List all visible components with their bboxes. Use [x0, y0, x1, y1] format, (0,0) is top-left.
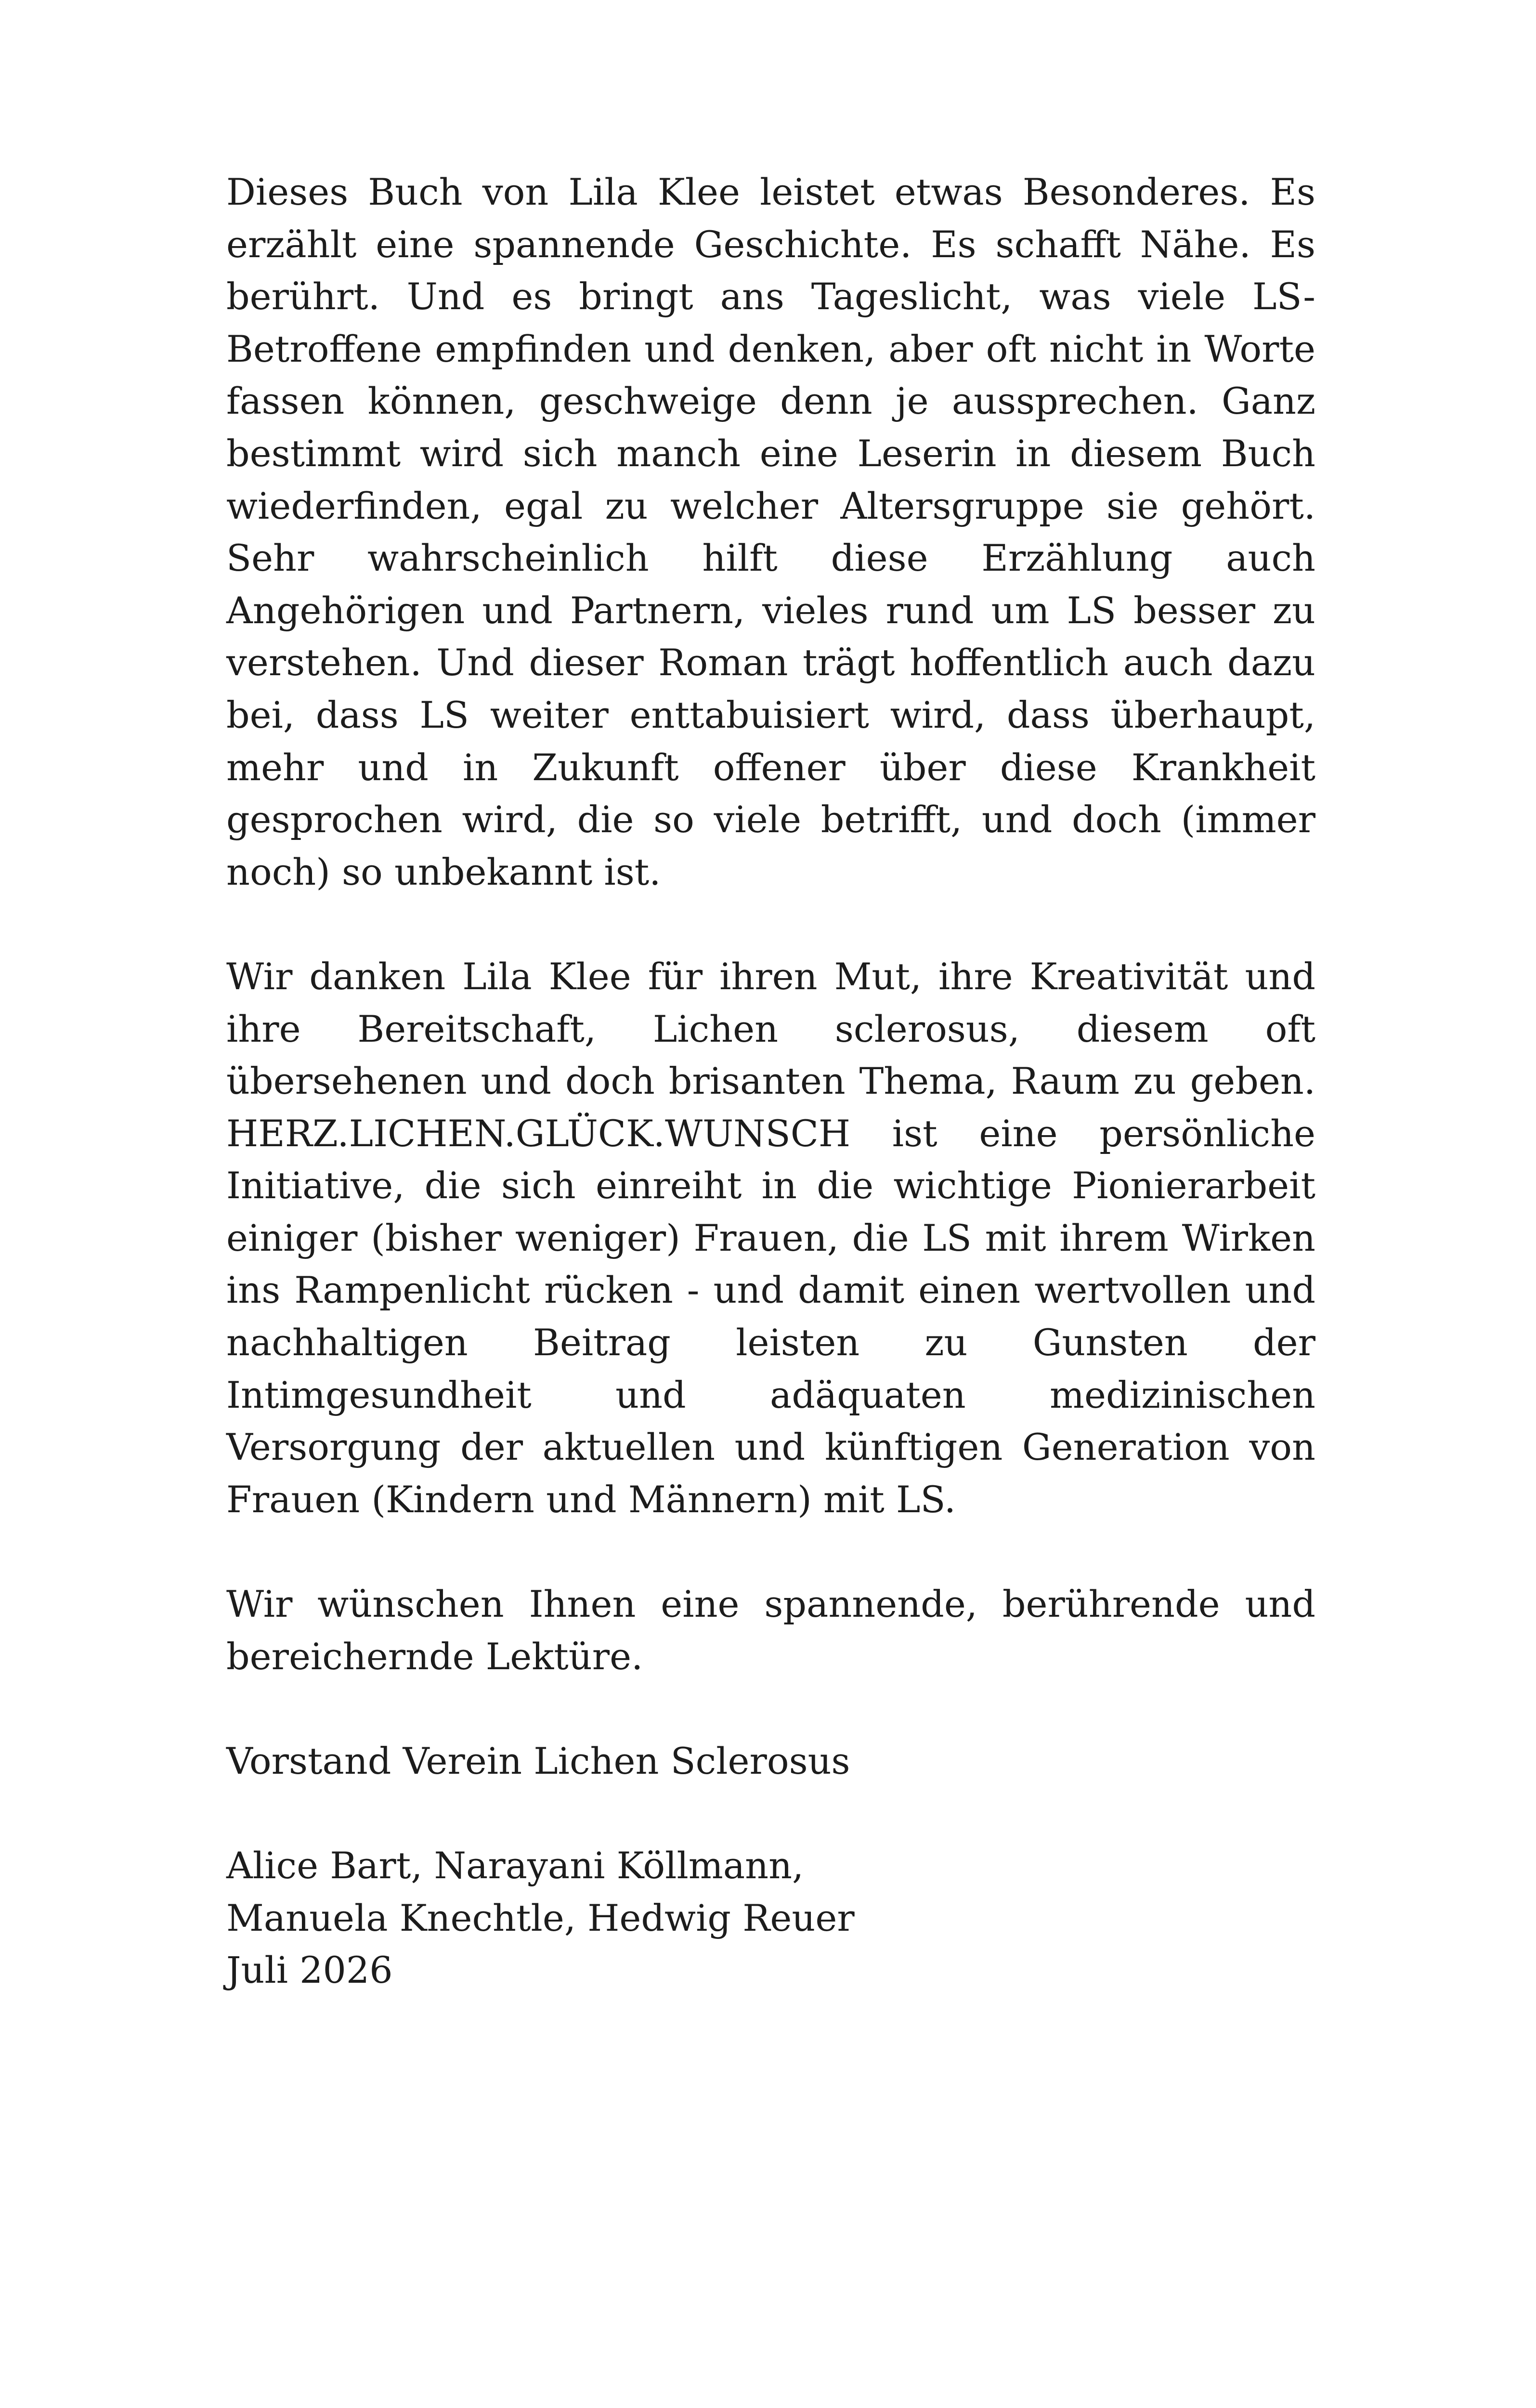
signature-block — [226, 1840, 1315, 1997]
paragraph-1: Dieses Buch von Lila Klee leistet etwas Besonderes. Es erzählt eine spannende Geschichte. Es schafft Nähe. Es berührt. Und es bringt ans Tageslicht, was viele LS-Betroffene empfinden und denken, aber oft nicht in Worte fassen können, geschweige denn je aussprechen. Ganz bestimmt wird sich manch eine Leserin in diesem Buch wiederfinden, egal zu welcher Altersgruppe sie gehört. Sehr wahrscheinlich hilft diese Erzählung auch Angehörigen und Partnern, vieles rund um LS besser zu verstehen. Und dieser Roman trägt hoffentlich auch dazu bei, dass LS weiter enttabuisiert wird, dass überhaupt, mehr und in Zukunft offener über diese Krankheit gesprochen wird, die so viele betrifft, und doch (immer noch) so unbekannt ist. — [226, 170, 1315, 893]
foreword-text — [226, 166, 1315, 1997]
signature-names-line-1: Alice Bart, Narayani Köllmann, — [226, 1844, 804, 1887]
paragraph-3: Wir wünschen Ihnen eine spannende, berührende und bereichernde Lektüre. — [226, 1583, 1315, 1678]
signature-organization: Vorstand Verein Lichen Sclerosus — [226, 1739, 850, 1782]
signature-names-line-2: Manuela Knechtle, Hedwig Reuer — [226, 1896, 855, 1939]
paragraph-2: Wir danken Lila Klee für ihren Mut, ihre Kreativität und ihre Bereitschaft, Lichen sclerosus, diesem oft übersehenen und doch brisanten Thema, Raum zu geben. HERZ.LICHEN.GLÜCK.WUNSCH ist eine persönliche Initiative, die sich einreiht in die wichtige Pionierarbeit einiger (bisher weniger) Frauen, die LS mit ihrem Wirken ins Rampenlicht rücken - und damit einen wertvollen und nachhaltigen Beitrag leisten zu Gunsten der Intimgesundheit und adäquaten medizinischen Versorgung der aktuellen und künftigen Generation von Frauen (Kindern und Männern) mit LS. — [226, 955, 1315, 1521]
signature-date: Juli 2026 — [226, 1949, 393, 1992]
